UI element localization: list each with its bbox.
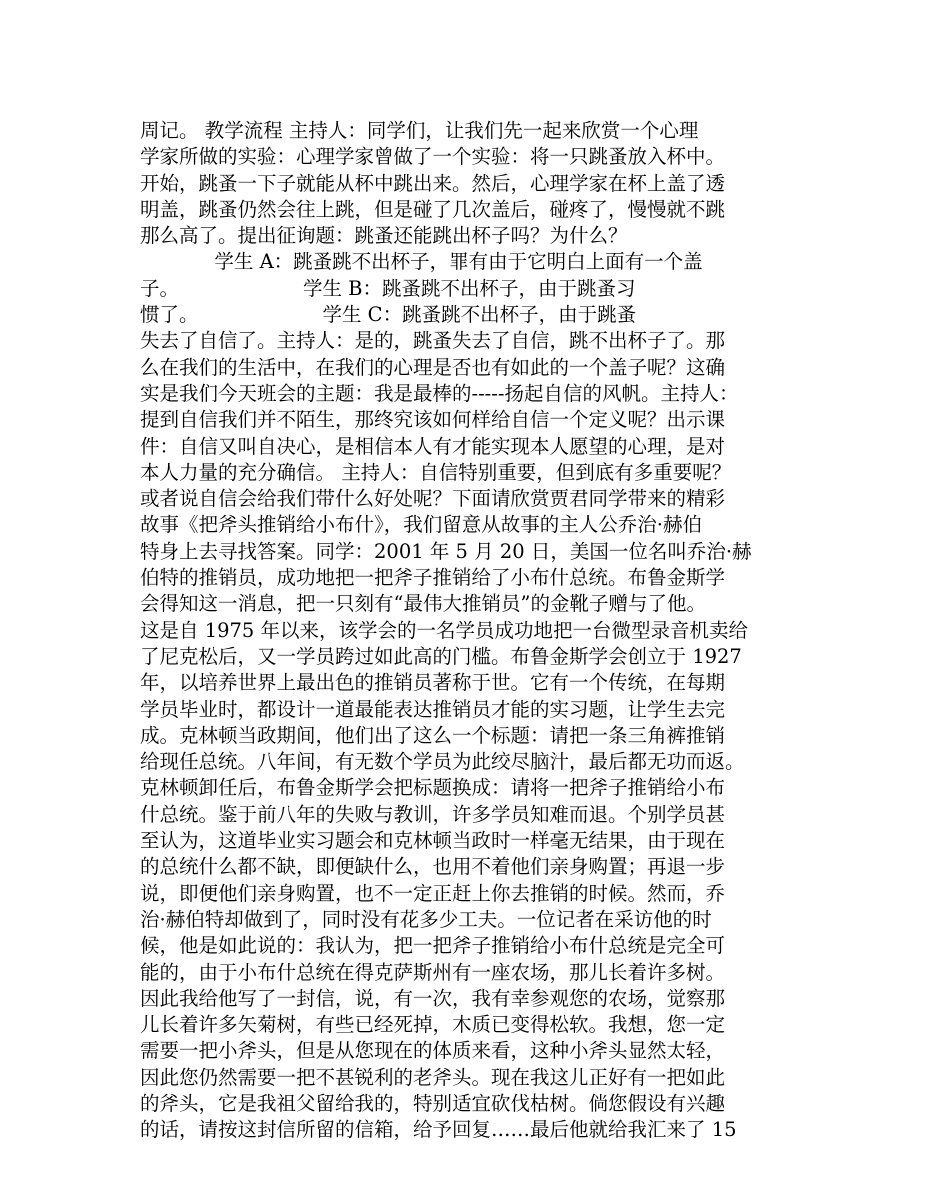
text-line: 失去了自信了。主持人：是的，跳蚤失去了自信，跳不出杯子了。那 <box>140 329 726 353</box>
text-line: 这是自 1975 年以来，该学会的一名学员成功地把一台微型录音机卖给 <box>140 618 749 642</box>
text-line: 学家所做的实验：心理学家曾做了一个实验：将一只跳蚤放入杯中。 <box>140 145 726 169</box>
text-line: 明盖，跳蚤仍然会往上跳，但是碰了几次盖后，碰疼了，慢慢就不跳 <box>140 197 726 221</box>
text-line: 那么高了。提出征询题：跳蚤还能跳出杯子吗？为什么？ <box>140 224 628 248</box>
text-line: 提到自信我们并不陌生，那终究该如何样给自信一个定义呢？出示课 <box>140 408 726 432</box>
text-line: 伯特的推销员，成功地把一把斧子推销给了小布什总统。布鲁金斯学 <box>140 566 726 590</box>
text-line: 至认为，这道毕业实习题会和克林顿当政时一样毫无结果，由于现在 <box>140 829 726 853</box>
text-line: 成。克林顿当政期间，他们出了这么一个标题：请把一条三角裤推销 <box>140 723 726 747</box>
text-line: 子。 学生 B：跳蚤跳不出杯子，由于跳蚤习 <box>140 276 636 300</box>
text-line: 治·赫伯特却做到了，同时没有花多少工夫。一位记者在采访他的时 <box>140 907 712 931</box>
text-line: 件：自信又叫自决心，是相信本人有才能实现本人愿望的心理，是对 <box>140 434 726 458</box>
text-line: 说，即便他们亲身购置，也不一定正赶上你去推销的时候。然而，乔 <box>140 881 726 905</box>
text-line: 因此您仍然需要一把不甚锐利的老斧头。现在我这儿正好有一把如此 <box>140 1065 726 1089</box>
text-line: 周记。 教学流程 主持人：同学们，让我们先一起来欣赏一个心理 <box>140 119 699 142</box>
text-line: 学员毕业时，都设计一道最能表达推销员才能的实习题，让学生去完 <box>140 697 726 721</box>
text-line: 故事《把斧头推销给小布什》，我们留意从故事的主人公乔治·赫伯 <box>140 513 702 537</box>
text-line: 特身上去寻找答案。同学：2001 年 5 月 20 日，美国一位名叫乔治·赫 <box>140 539 752 563</box>
text-line: 克林顿卸任后，布鲁金斯学会把标题换成：请将一把斧子推销给小布 <box>140 776 726 800</box>
text-line: 惯了。 学生 C：跳蚤跳不出杯子，由于跳蚤 <box>140 303 637 327</box>
text-line: 儿长着许多矢菊树，有些已经死掉，木质已变得松软。我想，您一定 <box>140 1013 726 1037</box>
text-line: 会得知这一消息，把一只刻有“最伟大推销员”的金靴子赠与了他。 <box>140 592 706 616</box>
text-line: 的斧头，它是我祖父留给我的，特别适宜砍伐枯树。倘您假设有兴趣 <box>140 1091 726 1115</box>
text-line: 因此我给他写了一封信，说，有一次，我有幸参观您的农场，觉察那 <box>140 986 726 1010</box>
text-line: 的总统什么都不缺，即便缺什么，也用不着他们亲身购置；再退一步 <box>140 855 726 879</box>
text-line: 本人力量的充分确信。 主持人：自信特别重要，但到底有多重要呢？ <box>140 460 732 484</box>
text-line: 给现任总统。八年间，有无数个学员为此绞尽脑汁，最后都无功而返。 <box>140 750 745 774</box>
text-line: 开始，跳蚤一下子就能从杯中跳出来。然后，心理学家在杯上盖了透 <box>140 171 726 195</box>
text-line: 年，以培养世界上最出色的推销员著称于世。它有一个传统，在每期 <box>140 671 726 695</box>
document-body <box>140 118 820 1144</box>
text-line: 什总统。鉴于前八年的失败与教训，许多学员知难而退。个别学员甚 <box>140 802 726 826</box>
text-line: 么在我们的生活中，在我们的心理是否也有如此的一个盖子呢？这确 <box>140 355 726 379</box>
text-line: 候，他是如此说的：我认为，把一把斧子推销给小布什总统是完全可 <box>140 934 726 958</box>
text-line: 了尼克松后，又一学员跨过如此高的门槛。布鲁金斯学会创立于 1927 <box>140 644 742 668</box>
text-line: 需要一把小斧头，但是从您现在的体质来看，这种小斧头显然太轻， <box>140 1039 726 1063</box>
text-line: 实是我们今天班会的主题：我是最棒的-----扬起自信的风帆。主持人： <box>140 381 739 405</box>
text-line: 能的，由于小布什总统在得克萨斯州有一座农场，那儿长着许多树。 <box>140 960 726 984</box>
text-line: 学生 A：跳蚤跳不出杯子，罪有由于它明白上面有一个盖 <box>140 250 703 274</box>
text-line: 或者说自信会给我们带什么好处呢？下面请欣赏贾君同学带来的精彩 <box>140 487 726 511</box>
text-line: 的话，请按这封信所留的信箱，给予回复……最后他就给我汇来了 15 <box>140 1118 737 1142</box>
